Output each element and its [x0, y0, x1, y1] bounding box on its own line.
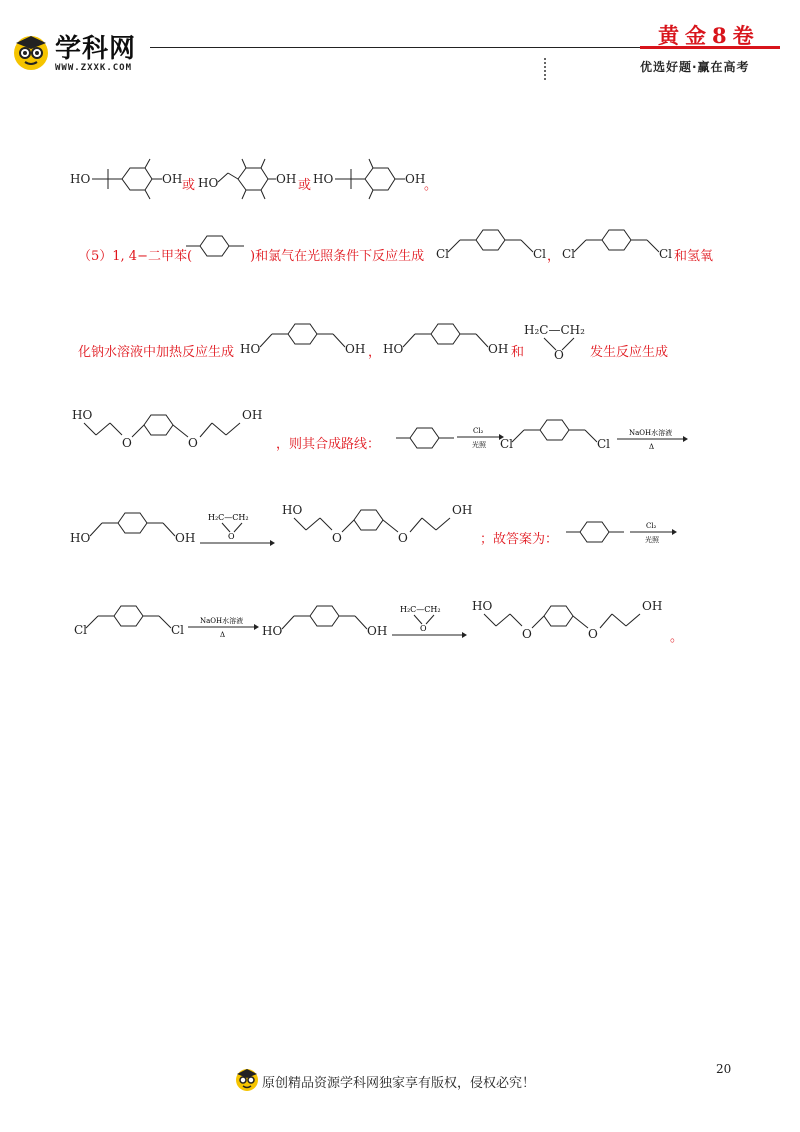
- svg-text:OH: OH: [367, 624, 388, 638]
- svg-text:Cl: Cl: [436, 247, 450, 261]
- svg-text:H₂C—CH₂: H₂C—CH₂: [400, 605, 441, 614]
- svg-text:Cl: Cl: [171, 623, 185, 637]
- arrow-cl2-1: [455, 424, 505, 452]
- svg-text:光照: 光照: [472, 441, 486, 449]
- molecule-dialcohol-4: [262, 598, 392, 642]
- line-4-text-a: ，则其合成路线：: [276, 437, 381, 452]
- svg-text:O: O: [332, 531, 342, 545]
- svg-text:HO: HO: [383, 342, 404, 356]
- svg-text:Cl: Cl: [74, 623, 88, 637]
- svg-text:O: O: [122, 436, 132, 450]
- svg-text:HO: HO: [70, 531, 91, 545]
- svg-text:O: O: [398, 531, 408, 545]
- svg-text:Cl: Cl: [500, 437, 514, 451]
- svg-text:Δ: Δ: [649, 443, 655, 451]
- or-1: 或: [182, 178, 196, 193]
- molecule-p-xylene-3: [562, 514, 632, 550]
- svg-text:HO: HO: [240, 342, 261, 356]
- svg-text:Cl: Cl: [597, 437, 611, 451]
- molecule-dialcohol: [240, 316, 370, 360]
- molecule-epoxide: [522, 320, 592, 360]
- molecule-product: [70, 405, 270, 455]
- svg-text:Cl: Cl: [659, 247, 673, 261]
- logo-icon: [10, 30, 52, 72]
- svg-text:OH: OH: [276, 172, 297, 186]
- svg-text:OH: OH: [642, 599, 663, 613]
- arrow-cl2-2: [628, 519, 678, 547]
- svg-text:H₂C—CH₂: H₂C—CH₂: [208, 513, 249, 522]
- line-2-text-b: )和氯气在光照条件下反应生成: [250, 249, 425, 264]
- svg-text:HO: HO: [198, 176, 219, 190]
- arrow-epoxide-2: [390, 600, 470, 640]
- svg-text:HO: HO: [70, 172, 91, 186]
- molecule-diol-3: [313, 155, 425, 205]
- molecule-p-xylene: [182, 228, 252, 264]
- svg-text:HO: HO: [313, 172, 334, 186]
- svg-text:HO: HO: [282, 503, 303, 517]
- page-number: 20: [716, 1062, 732, 1076]
- arrow-naoh-2: [186, 614, 261, 642]
- svg-text:O: O: [588, 627, 598, 641]
- svg-text:OH: OH: [162, 172, 182, 186]
- or-2: 或: [298, 178, 312, 193]
- svg-text:HO: HO: [472, 599, 493, 613]
- line-3-text-b: 和: [511, 345, 525, 360]
- svg-text:OH: OH: [242, 408, 263, 422]
- molecule-product-2: [280, 500, 480, 550]
- svg-text:光照: 光照: [645, 536, 659, 544]
- header-slogan: 优选好题·赢在高考: [640, 60, 750, 74]
- molecule-product-3: [470, 596, 670, 646]
- molecule-dialcohol-3: [70, 505, 200, 549]
- svg-text:Cl₂: Cl₂: [646, 522, 657, 530]
- svg-text:OH: OH: [405, 172, 425, 186]
- svg-text:O: O: [522, 627, 532, 641]
- line-3-text-a: 化钠水溶液中加热反应生成: [78, 345, 235, 360]
- molecule-dichloride-4: [74, 598, 194, 640]
- svg-text:OH: OH: [488, 342, 509, 356]
- svg-text:O: O: [188, 436, 198, 450]
- line-3-text-c: 发生反应生成: [590, 345, 669, 360]
- molecule-diol-2: [198, 155, 298, 205]
- molecule-dichloride: [436, 222, 556, 264]
- svg-text:Cl: Cl: [533, 247, 547, 261]
- svg-text:HO: HO: [262, 624, 283, 638]
- svg-text:HO: HO: [72, 408, 93, 422]
- molecule-diol-1: [70, 155, 182, 205]
- svg-text:Cl₂: Cl₂: [473, 427, 484, 435]
- logo-text: 学科网: [55, 34, 137, 64]
- arrow-naoh-1: [615, 426, 690, 454]
- svg-text:OH: OH: [175, 531, 196, 545]
- svg-text:H₂C—CH₂: H₂C—CH₂: [524, 323, 585, 337]
- molecule-p-xylene-2: [392, 420, 462, 456]
- svg-text:NaOH水溶液: NaOH水溶液: [200, 617, 244, 625]
- logo-url: WWW.ZXXK.COM: [55, 63, 133, 73]
- footer-copyright: 原创精品资源学科网独家享有版权，侵权必究！: [262, 1076, 536, 1091]
- molecule-dichloride-3: [500, 412, 620, 454]
- line-2-text-c: 和氢氧: [674, 249, 714, 264]
- footer-logo-icon: [234, 1066, 260, 1092]
- line-2-text-a: （5）1, 4−二甲苯(: [78, 249, 193, 264]
- molecule-dichloride-2: [562, 222, 682, 264]
- molecule-dialcohol-2: [383, 316, 513, 360]
- line-3-sep: ，: [368, 345, 382, 360]
- header-title: 黄金8卷: [658, 23, 760, 48]
- svg-text:OH: OH: [452, 503, 473, 517]
- svg-text:NaOH水溶液: NaOH水溶液: [629, 429, 673, 437]
- divider-dots: [544, 58, 548, 80]
- svg-text:O: O: [228, 532, 235, 541]
- line-2-sep: ，: [547, 249, 561, 264]
- line-1-end: 。: [424, 178, 438, 193]
- arrow-epoxide-1: [198, 508, 278, 548]
- line-5-text-a: ；故答案为：: [480, 532, 559, 547]
- svg-text:Δ: Δ: [220, 631, 226, 639]
- svg-text:O: O: [554, 348, 564, 360]
- svg-text:OH: OH: [345, 342, 366, 356]
- svg-text:Cl: Cl: [562, 247, 576, 261]
- line-6-end: 。: [670, 630, 684, 645]
- svg-text:O: O: [420, 624, 427, 633]
